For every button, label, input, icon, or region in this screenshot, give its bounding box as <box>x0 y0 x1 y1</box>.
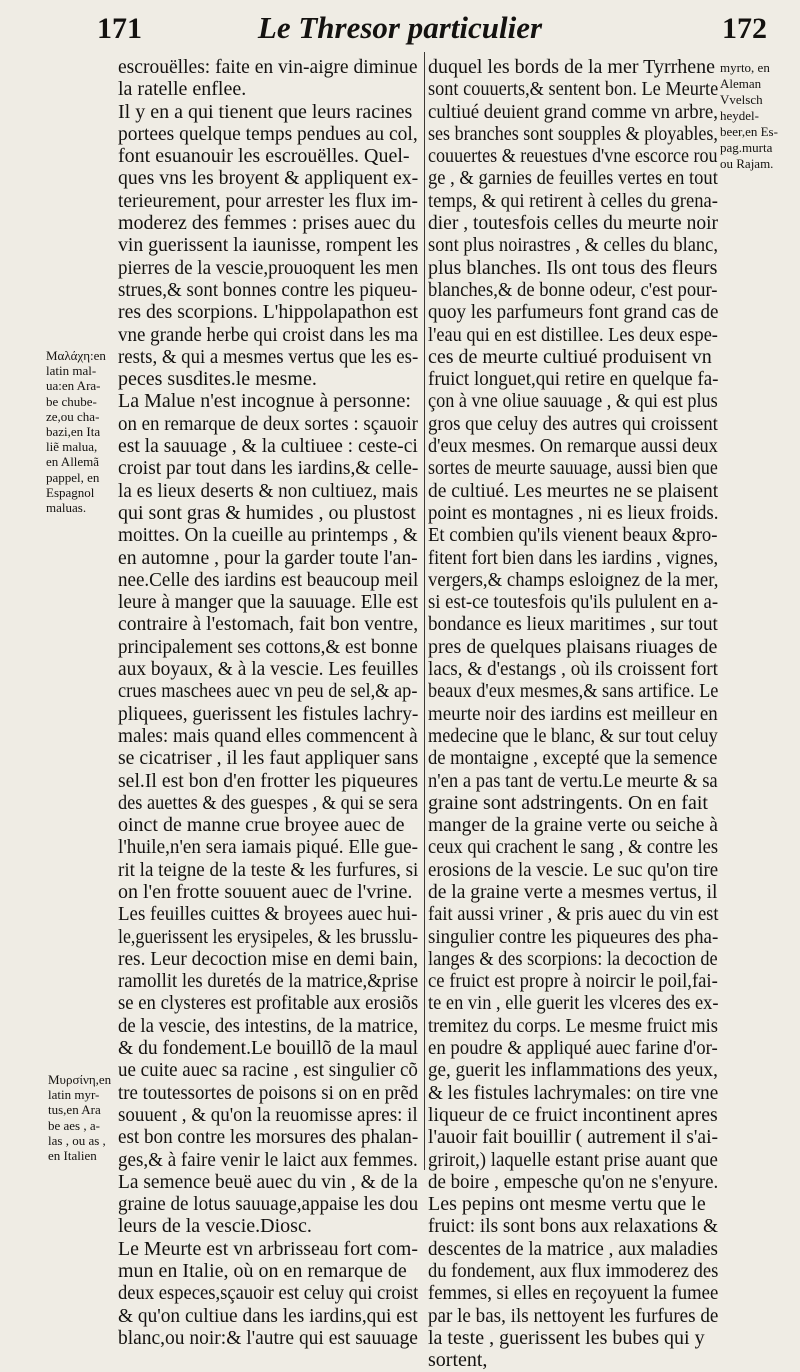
margin-note-line: ou Rajam. <box>720 156 774 171</box>
margin-note-line: myrto, en <box>720 60 770 75</box>
text-line: ques vns les broyent & appliquent ex- <box>118 167 419 190</box>
text-line: males: mais quand elles commencent à <box>118 724 418 747</box>
text-line: duquel les bords de la mer Tyrrhene <box>428 56 716 78</box>
text-line: deux especes,sçauoir est celuy qui croist <box>118 1282 419 1305</box>
text-line: n'en a pas tant de vertu.Le meurte & sa <box>428 769 718 792</box>
margin-note-line: Aleman <box>720 76 762 91</box>
margin-note-line: Μυρσίνη,en <box>48 1072 112 1087</box>
text-line: Les pepins ont mesme vertu que le <box>428 1193 706 1216</box>
text-line: on en remarque de deux sortes : sçauoir <box>118 412 418 435</box>
text-line: escrouëlles: faite en vin-aigre diminue <box>118 56 418 78</box>
right-column <box>428 56 718 1372</box>
text-line: en poudre & appliqué auec farine d'or- <box>428 1037 718 1060</box>
text-line: moittes. On la cueille au printemps , & <box>118 524 418 547</box>
text-line: graine de lotus sauuage,appaise les dou <box>118 1193 419 1216</box>
text-line: vne grande herbe qui croist dans les ma <box>118 323 418 346</box>
text-line: Il y en a qui tienent que leurs racines <box>118 100 413 123</box>
text-line: pierres de la vescie,prouoquent les men <box>118 256 419 279</box>
text-line: gros que celuy des autres qui croissent <box>428 412 718 435</box>
text-line: couuertes & reuestues d'vne escorce rou <box>428 145 718 168</box>
text-line: ces de meurte cultiué produisent vn <box>428 345 712 368</box>
text-line: langes & des scorpions: la decoction de <box>428 947 718 970</box>
margin-note-line: en Italien <box>48 1147 97 1163</box>
text-line: par le bas, ils nettoyent les furfures de <box>428 1304 719 1327</box>
margin-note-line: latin mal- <box>46 363 97 379</box>
text-line: griroit,) laquelle estant prise auant que <box>428 1148 718 1171</box>
text-line: ge , & garnies de feuilles vertes en tout <box>428 167 718 190</box>
text-line: pres de quelques plaisans riuages de <box>428 635 718 658</box>
text-line: peces susdites.le mesme. <box>118 368 317 391</box>
margin-note-line: pag.murta <box>720 140 773 155</box>
text-line: tre toutessortes de poisons si on en prẽd <box>118 1081 419 1104</box>
text-line: rit la teigne de la teste & les furfures, si <box>118 858 419 881</box>
text-line: meurte noir des iardins est meilleur en <box>428 702 718 725</box>
text-line: moderez des femmes : prises auec du <box>118 212 416 235</box>
text-line: Le Meurte est vn arbrisseau fort com- <box>118 1237 418 1260</box>
text-line: leurs de la vescie.Diosc. <box>118 1215 312 1238</box>
margin-note-myrtos <box>48 1072 116 1163</box>
margin-note-line: be chube- <box>46 393 97 409</box>
text-line: blanches,& de bonne odeur, c'est pour- <box>428 278 718 301</box>
margin-note-myrto-right <box>720 60 798 172</box>
text-line: crues maschees auec vn peu de sel,& ap- <box>118 680 418 703</box>
text-line: ceux qui crachent le sang , & contre les <box>428 836 718 859</box>
text-line: si est-ce toutesfois qu'ils pululent en a- <box>428 591 719 614</box>
text-line: fait aussi vriner , & pris auec du vin est <box>428 903 719 926</box>
column-gutter <box>424 52 425 1170</box>
text-line: qui sont gras & humides , ou plustost <box>118 501 416 524</box>
text-line: est la sauuage , & la cultiuee : ceste-ci <box>118 435 418 458</box>
margin-note-line: maluas. <box>46 499 87 515</box>
text-line: rests, & qui a mesmes vertus que les es- <box>118 345 419 368</box>
text-line: dier , toutesfois celles du meurte noir <box>428 212 719 235</box>
text-line: manger de la graine verte ou seiche à <box>428 814 718 837</box>
margin-note-line: las , ou as , <box>48 1132 106 1148</box>
text-line: la ratelle enflee. <box>118 78 247 101</box>
text-line: sortent, <box>428 1349 488 1372</box>
text-line: fruict: ils sont bons aux relaxations & <box>428 1215 718 1238</box>
text-line: font esuanouir les escrouëlles. Quel- <box>118 145 410 168</box>
text-line: vin guerissent la iaunisse, rompent les <box>118 234 419 257</box>
text-line: l'huile,n'en sera iamais piqué. Elle gue- <box>118 836 419 859</box>
text-line: blanc,ou noir:& l'autre qui est sauuage <box>118 1326 418 1349</box>
text-line: de cultiué. Les meurtes ne se plaisent <box>428 479 719 502</box>
text-line: contraire à l'estomach, fait bon ventre, <box>118 613 419 636</box>
margin-note-line: beer,en Es- <box>720 124 778 139</box>
text-line: medecine que le blanc, & sur tout celuy <box>428 724 718 747</box>
text-line: erosions de la vescie. Le suc qu'on tire <box>428 858 719 881</box>
text-line: des auettes & des guespes , & qui se sera <box>118 791 418 814</box>
text-line: pliquees, guerissent les fistules lachry- <box>118 702 419 725</box>
text-line: de boire , empesche qu'on ne s'enyure. <box>428 1170 719 1193</box>
text-line: d'eux mesmes. On remarque aussi deux <box>428 435 718 458</box>
text-line: de montaigne , excepté que la semence <box>428 747 718 770</box>
text-line: ue cuite auec sa racine , est singulier cõ <box>118 1059 418 1082</box>
text-line: descentes de la matrice , aux maladies <box>428 1237 718 1260</box>
margin-note-line: be aes , a- <box>48 1117 100 1133</box>
margin-note-line: ua:en Ara- <box>46 378 101 394</box>
text-line: lacs, & d'estangs , où ils croissent fort <box>428 658 718 681</box>
text-line: beaux d'eux mesmes,& sans artifice. Le <box>428 680 719 703</box>
text-line: & qu'on cultiue dans les iardins,qui est <box>118 1304 418 1327</box>
text-line: point es montagnes , ni es lieux froids. <box>428 501 719 524</box>
text-line: la es lieux deserts & non cultiuez, mais <box>118 479 419 502</box>
text-line: en automne , pour la garder toute l'an- <box>118 546 418 569</box>
text-line: femmes, si elles en reçoyuent la fumee <box>428 1282 719 1305</box>
text-line: on l'en frotte souuent auec de l'vrine. <box>118 880 413 903</box>
text-line: Et combien qu'ils vienent beaux &pro- <box>428 524 718 547</box>
text-line: du fondement, aux flux immoderez des <box>428 1260 719 1283</box>
margin-note-line: liẽ malua, <box>46 439 98 455</box>
text-line: res. Leur decoction mise en demi bain, <box>118 947 418 970</box>
text-line: çon à vne oliue sauuage , & qui est plus <box>428 390 718 413</box>
text-line: temps, & qui retirent à celles du grena- <box>428 189 718 212</box>
margin-note-line: ze,ou cha- <box>46 408 100 424</box>
text-line: ce fruict est propre à noircir le poil,fai- <box>428 970 718 993</box>
text-line: La Malue n'est incognue à personne: <box>118 390 411 413</box>
text-line: sortes de meurte sauuage, aussi bien que <box>428 457 718 480</box>
text-line: fruict longuet,qui retire en quelque fa- <box>428 368 719 391</box>
margin-note-line: bazi,en Ita <box>46 423 101 439</box>
text-line: sont plus noirastres , & celles du blanc, <box>428 234 718 257</box>
text-line: se cicatriser , il les faut appliquer sans <box>118 747 419 770</box>
folio-right: 172 <box>722 12 767 45</box>
text-line: souuent , & qu'on la reuomisse apres: il <box>118 1103 418 1126</box>
margin-note-line: Vvelsch <box>720 92 763 107</box>
text-line: ses branches sont soupples & ployables, <box>428 122 718 145</box>
text-line: cultiué deuient grand comme vn arbre, <box>428 100 718 123</box>
text-line: singulier contre les piqueures des pha- <box>428 925 719 948</box>
text-line: oinct de manne crue broyee auec de <box>118 814 405 837</box>
margin-note-line: latin myr- <box>48 1087 100 1103</box>
text-line: & les fistules lachrymales: on tire vne <box>428 1081 719 1104</box>
text-line: vergers,& champs esloignez de la mer, <box>428 568 719 591</box>
text-line: portees quelque temps pendues au col, <box>118 122 418 145</box>
text-line: bondance es lieux maritimes , sur tout <box>428 613 718 636</box>
margin-note-line: Espagnol <box>46 484 95 500</box>
text-line: & du fondement.Le bouillõ de la maul <box>118 1037 419 1060</box>
text-line: tremitez du corps. Le mesme fruict mis <box>428 1014 718 1037</box>
text-line: res des scorpions. L'hippolapathon est <box>118 301 419 324</box>
folio-left: 171 <box>97 12 142 45</box>
margin-note-line: tus,en Ara <box>48 1102 101 1118</box>
text-line: principalement ses cottons,& est bonne <box>118 635 418 658</box>
text-line: est bon contre les morsures des phalan- <box>118 1126 419 1149</box>
text-line: de la graine verte a mesmes vertus, il <box>428 880 718 903</box>
text-line: le,guerissent les erysipeles, & les brusslu- <box>118 925 419 948</box>
left-column <box>118 56 418 1349</box>
text-line: l'eau qui en est distillee. Les deux espe- <box>428 323 718 346</box>
text-line: liqueur de ce fruict incontinent apres <box>428 1103 718 1126</box>
margin-note-line: Μαλάχη:en <box>46 348 106 363</box>
text-line: quoy les parfumeurs font grand cas de <box>428 301 719 324</box>
text-line: sont couuerts,& sentent bon. Le Meurte <box>428 78 719 101</box>
margin-note-line: pappel, en <box>46 469 100 485</box>
running-title: Le Thresor particulier <box>257 10 543 45</box>
text-line: l'auoir fait bouillir ( autrement il s'ai- <box>428 1126 719 1149</box>
text-line: Les feuilles cuittes & broyees auec hui- <box>118 903 418 926</box>
text-line: nee.Celle des iardins est beaucoup meil <box>118 568 419 591</box>
text-line: strues,& sont bonnes contre les piqueu- <box>118 278 418 301</box>
margin-note-malache <box>46 348 114 515</box>
text-line: la teste , guerissent les bubes qui y <box>428 1326 705 1349</box>
margin-note-line: heydel- <box>720 108 759 123</box>
text-line: ramollit les duretés de la matrice,&prise <box>118 970 419 993</box>
margin-note-line: en Allemã <box>46 454 100 470</box>
text-line: sel.Il est bon d'en frotter les piqueures <box>118 769 419 792</box>
text-line: fitent fort bien dans les iardins , vignes, <box>428 546 719 569</box>
text-line: plus blanches. Ils ont tous des fleurs <box>428 256 718 279</box>
text-line: croist par tout dans les iardins,& celle- <box>118 457 419 480</box>
text-line: graine sont adstringents. On en fait <box>428 791 708 814</box>
text-line: de la vescie, des intestins, de la matrice, <box>118 1014 419 1037</box>
text-line: ges,& à faire venir le laict aux femmes. <box>118 1148 418 1171</box>
text-line: La semence beuë auec du vin , & de la <box>118 1170 418 1193</box>
text-line: se en clysteres est profitable aux erosiõs <box>118 992 419 1015</box>
text-line: terieurement, pour arrester les flux im- <box>118 189 418 212</box>
text-line: leure à manger que la sauuage. Elle est <box>118 591 419 614</box>
text-line: ge, guerit les inflammations des yeux, <box>428 1059 718 1082</box>
text-line: aux boyaux, & à la vescie. Les feuilles <box>118 658 419 681</box>
text-line: te en vin , elle guerit les vlceres des ex- <box>428 992 719 1015</box>
text-line: mun en Italie, où on en remarque de <box>118 1260 407 1283</box>
